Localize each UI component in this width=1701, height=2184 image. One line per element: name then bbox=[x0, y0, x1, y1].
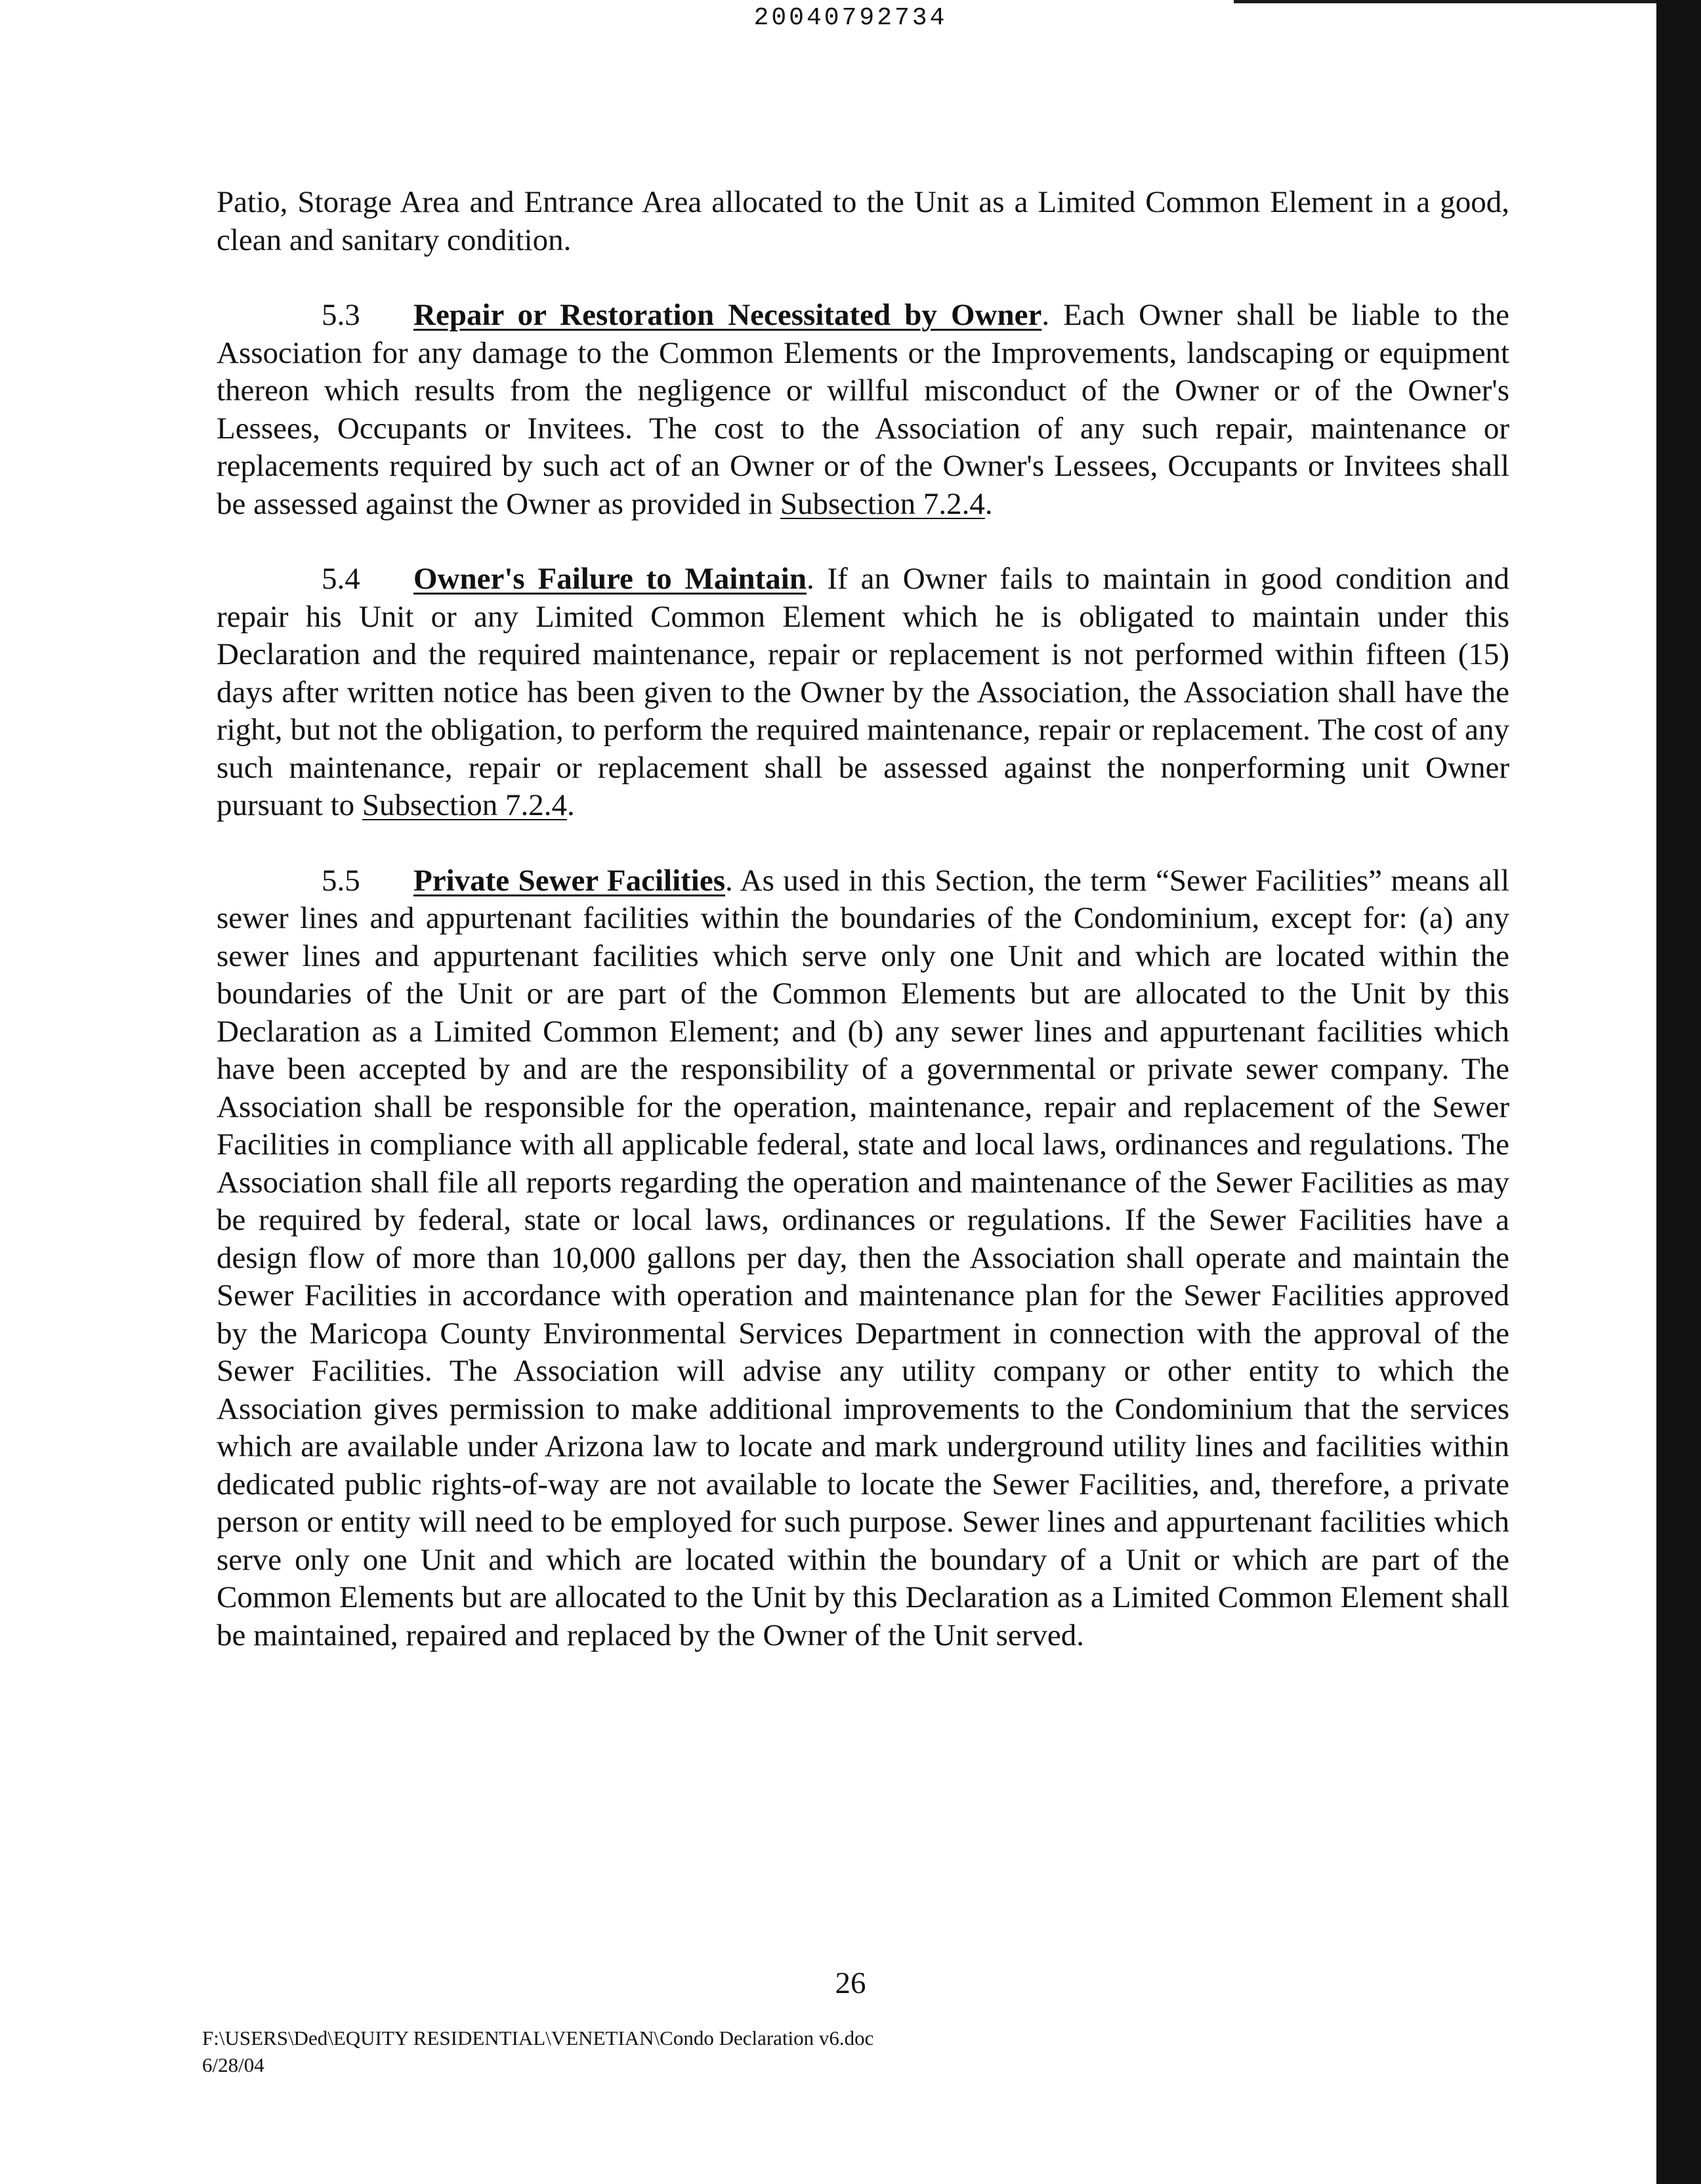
section-text: Each Owner shall be liable to the Association for any damage to the Common Elements or the Improvements, landscaping or equipment thereon which results from the negligence or willful misconduct of the Owner or of the Owner's Lessees, Occupants or Invitees. The cost to the Association of any such repair, maintenance or replacements required by such act of an Owner or of the Owner's Lessees, Occupants or Invitees shall be assessed against the Owner as provided in bbox=[217, 298, 1509, 521]
subsection-reference: Subsection 7.2.4 bbox=[362, 788, 567, 822]
subsection-reference: Subsection 7.2.4 bbox=[780, 486, 985, 521]
section-5-3 bbox=[217, 297, 1509, 523]
section-number: 5.4 bbox=[322, 562, 360, 596]
continuation-paragraph: Patio, Storage Area and Entrance Area allocated to the Unit as a Limited Common Element in a good, clean and sanitary condition. bbox=[217, 185, 1509, 257]
section-text: If an Owner fails to maintain in good condition and repair his Unit or any Limited Common Element which he is obligated to maintain under this Declaration and the required maintenance, repair or replacement is not performed within fifteen (15) days after written notice has been given to the Owner by the Association, the Association shall have the right, but not the obligation, to perform the required maintenance, repair or replacement. The cost of any such maintenance, repair or replacement shall be assessed against the nonperforming unit Owner pursuant to bbox=[217, 562, 1510, 822]
section-heading-end: . bbox=[1041, 298, 1050, 332]
footer-file-path: F:\USERS\Ded\EQUITY RESIDENTIAL\VENETIAN\Condo Declaration v6.doc bbox=[202, 2026, 874, 2049]
section-text-end: . bbox=[984, 486, 993, 521]
section-5-4 bbox=[217, 560, 1509, 825]
section-number: 5.3 bbox=[322, 298, 360, 332]
footer bbox=[202, 2025, 873, 2078]
page-number: 26 bbox=[835, 1966, 866, 2000]
section-number: 5.5 bbox=[322, 863, 360, 898]
section-heading-end: . bbox=[806, 562, 814, 596]
scan-edge-top bbox=[1234, 0, 1701, 3]
section-heading: Private Sewer Facilities bbox=[413, 863, 726, 898]
section-heading: Repair or Restoration Necessitated by Owner bbox=[413, 298, 1042, 332]
section-heading-end: . bbox=[725, 863, 733, 898]
section-text: As used in this Section, the term “Sewer Facilities” means all sewer lines and appurtenant facilities within the boundaries of the Condominium, except for: (a) any sewer lines and appurtenant facilities which serve only one Unit and which are located within the boundaries of the Unit or are part of the Common Elements but are allocated to the Unit by this Declaration as a Limited Common Element; and (b) any sewer lines and appurtenant facilities which have been accepted by and are the responsibility of a governmental or private sewer company. The Association shall be responsible for the operation, maintenance, repair and replacement of the Sewer Facilities in compliance with all applicable federal, state and local laws, ordinances and regulations. The Association shall file all reports regarding the operation and maintenance of the Sewer Facilities as may be required by federal, state or local laws, ordinances or regulations. If the Sewer Facilities have a design flow of more than 10,000 gallons per day, then the Association shall operate and maintain the Sewer Facilities in accordance with operation and maintenance plan for the Sewer Facilities approved by the Maricopa County Environmental Services Department in connection with the approval of the Sewer Facilities. The Association will advise any utility company or other entity to which the Association gives permission to make additional improvements to the Condominium that the services which are available under Arizona law to locate and mark underground utility lines and facilities within dedicated public rights-of-way are not available to locate the Sewer Facilities, and, therefore, a private person or entity will need to be employed for such purpose. Sewer lines and appurtenant facilities which serve only one Unit and which are located within the boundary of a Unit or which are part of the Common Elements but are allocated to the Unit by this Declaration as a Limited Common Element shall be maintained, repaired and replaced by the Owner of the Unit served. bbox=[217, 863, 1510, 1652]
section-text-end: . bbox=[566, 788, 575, 822]
section-5-5 bbox=[217, 862, 1509, 1655]
section-heading: Owner's Failure to Maintain bbox=[413, 562, 807, 596]
document-body bbox=[217, 184, 1509, 1692]
footer-date: 6/28/04 bbox=[202, 2053, 264, 2076]
document-number: 20040792734 bbox=[753, 4, 948, 32]
scan-edge-right bbox=[1656, 0, 1701, 2184]
